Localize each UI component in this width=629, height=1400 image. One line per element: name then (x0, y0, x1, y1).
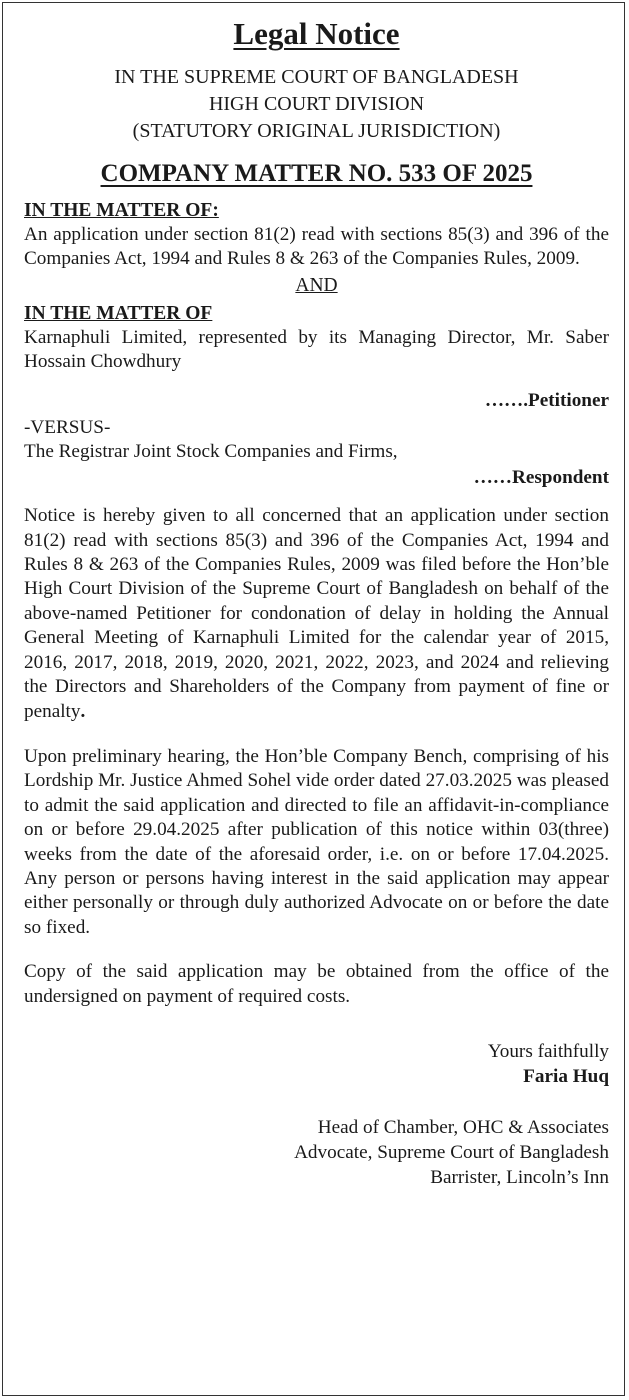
notice-paragraph-1-text: Notice is hereby given to all concerned that an application under section 81(2) read with sections 85(3) and 396 of the Companies Act, 1994 and Rules 8 & 263 of the Companies Rules, 2009 was filed before the Hon’ble High Court Division of the Supreme Court of Bangladesh on behalf of the above-named Petitioner for condonation of delay in holding the Annual General Meeting of Karnaphuli Limited for the calendar year of 2015, 2016, 2017, 2018, 2019, 2020, 2021, 2022, 2023, and 2024 and relieving the Directors and Shareholders of the Company from payment of fine or penalty (24, 505, 609, 722)
matter-heading-1: IN THE MATTER OF: (24, 200, 219, 221)
notice-paragraph-3: Copy of the said application may be obtained from the office of the undersigned on payment of required costs. (24, 961, 609, 1007)
matter-text-2: Karnaphuli Limited, represented by its Managing Director, Mr. Saber Hossain Chowdhury (24, 326, 609, 373)
notice-title: Legal Notice (233, 16, 400, 51)
signature-closing: Yours faithfully (487, 1040, 609, 1062)
signatory-title: Head of Chamber, OHC & Associates (317, 1116, 609, 1138)
versus-label: -VERSUS- (24, 417, 111, 439)
respondent-label: ……Respondent (473, 466, 609, 488)
matter-section-1 (24, 199, 609, 272)
notice-paragraph-1 (24, 504, 609, 724)
notice-paragraph-2: Upon preliminary hearing, the Hon’ble Company Bench, comprising of his Lordship Mr. Justice Ahmed Sohel vide order dated 27.03.2025 was pleased to admit the said application and directed to file an affidavit-in-compliance on or before 29.04.2025 after publication of this notice within 03(three) weeks from the date of the aforesaid order, i.e. on or before 17.04.2025. Any person or persons having interest in the said application may appear either personally or through duly authorized Advocate on or before the date so fixed. (24, 745, 609, 938)
matter-section-2 (24, 302, 609, 375)
court-division: HIGH COURT DIVISION (208, 93, 425, 115)
signatory-advocate: Advocate, Supreme Court of Bangladesh (294, 1141, 609, 1163)
respondent-name: The Registrar Joint Stock Companies and Firms, (24, 441, 398, 463)
and-label: AND (295, 274, 338, 296)
court-header (24, 64, 609, 145)
matter-heading-2: IN THE MATTER OF (24, 302, 213, 324)
court-jurisdiction: (STATUTORY ORIGINAL JURISDICTION) (132, 120, 501, 142)
court-name: IN THE SUPREME COURT OF BANGLADESH (114, 66, 519, 88)
legal-notice (24, 14, 609, 1190)
signature-block (24, 1039, 609, 1190)
matter-text-1: An application under section 81(2) read with sections 85(3) and 396 of the Companies Act, 1994 and Rules 8 & 263 of the Companies Rules, 2009. (24, 224, 609, 270)
signatory-barrister: Barrister, Lincoln’s Inn (430, 1166, 609, 1188)
signatory-name: Faria Huq (523, 1065, 609, 1087)
petitioner-label: …….Petitioner (484, 389, 609, 411)
notice-paragraph-1-period: . (80, 700, 86, 722)
company-matter-number: COMPANY MATTER NO. 533 OF 2025 (100, 160, 533, 187)
